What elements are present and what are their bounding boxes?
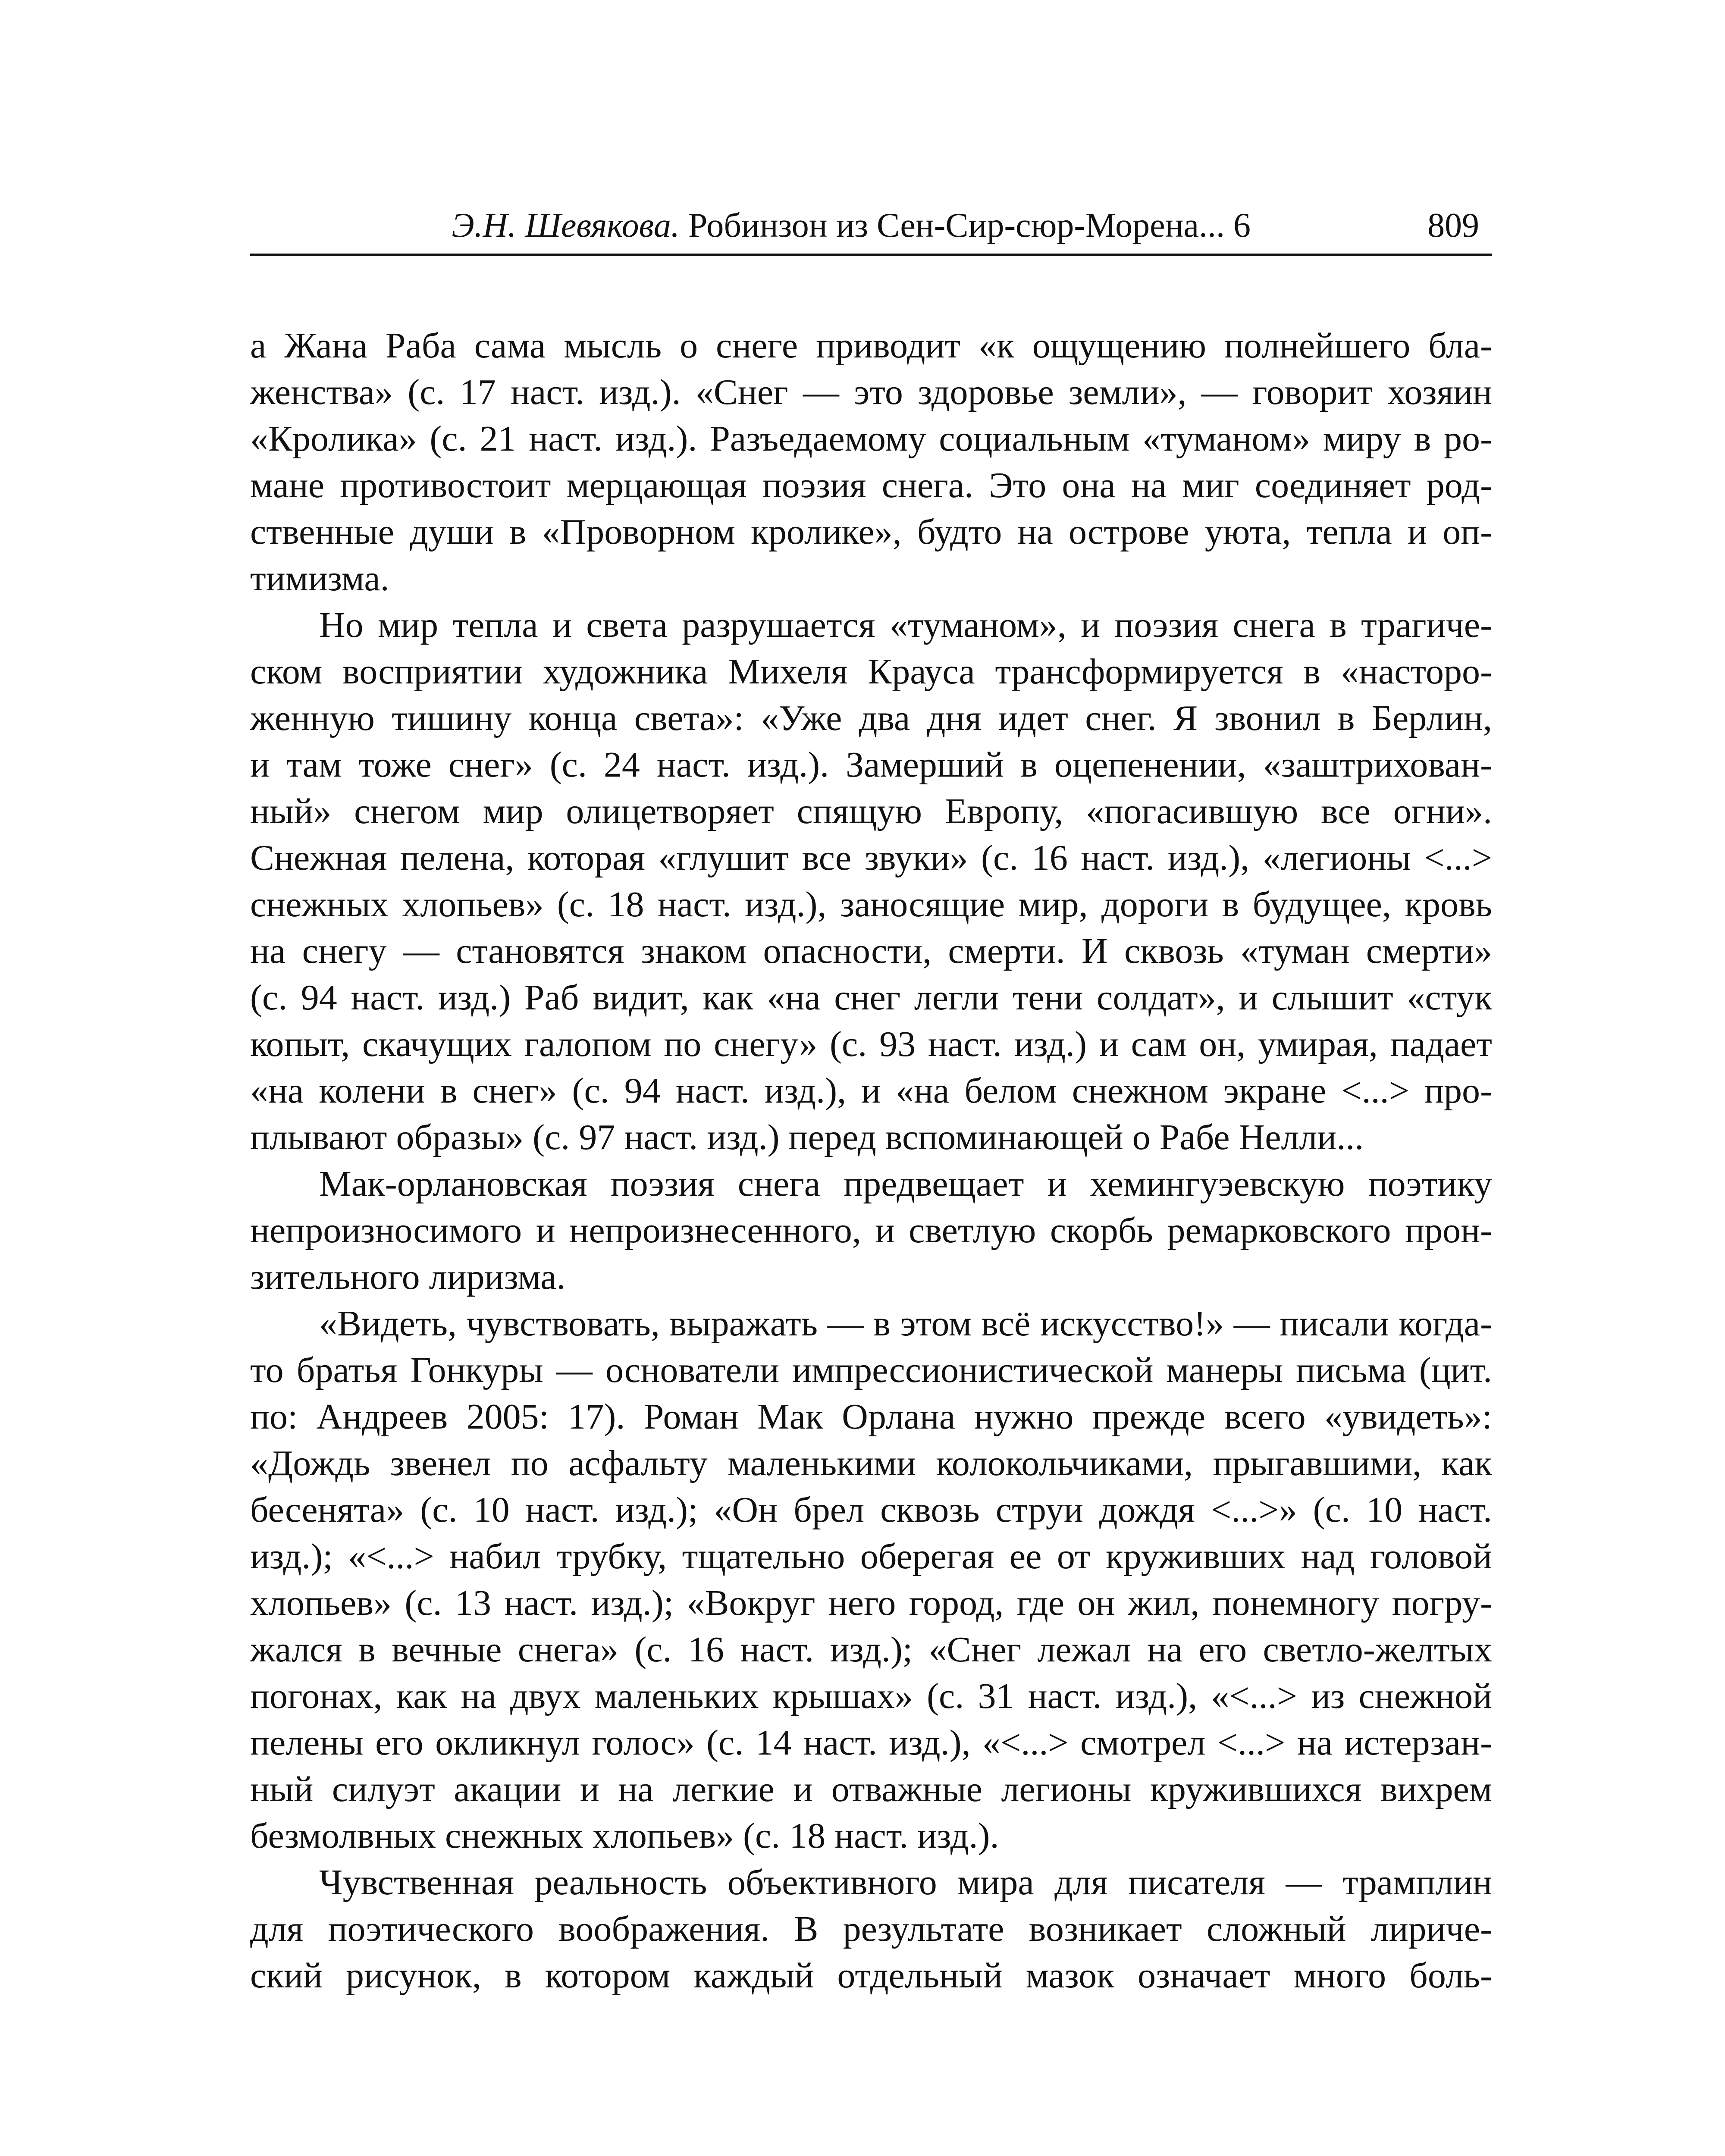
header-author: Э.Н. Шевякова. xyxy=(452,207,680,244)
text-line: непроизносимого и непроизнесенного, и светлую скорбь ремарковского прон- xyxy=(250,1210,1492,1250)
text-line: ском восприятии художника Михеля Крауса трансформируется в «насторо- xyxy=(250,652,1492,692)
text-line: «Видеть, чувствовать, выражать — в этом всё искусство!» — писали когда- xyxy=(319,1304,1492,1344)
text-line: безмолвных снежных хлопьев» (с. 18 наст. изд.). xyxy=(250,1816,999,1856)
paragraph xyxy=(250,323,1492,602)
text-line: плывают образы» (с. 97 наст. изд.) перед вспоминающей о Рабе Нелли... xyxy=(250,1117,1364,1157)
text-line: ный силуэт акации и на легкие и отважные легионы кружившихся вихрем xyxy=(250,1769,1492,1809)
text-line: пелены его окликнул голос» (с. 14 наст. изд.), «<...> смотрел <...> на истерзан- xyxy=(250,1723,1492,1763)
text-line: тимизма. xyxy=(250,558,389,599)
text-line: зительного лиризма. xyxy=(250,1257,566,1297)
body-text xyxy=(250,323,1492,1999)
text-line: ный» снегом мир олицетворяет спящую Европу, «погасившую все огни». xyxy=(250,791,1492,831)
text-line: на снегу — становятся знаком опасности, смерти. И сквозь «туман смерти» xyxy=(250,931,1492,971)
text-line: Но мир тепла и света разрушается «туманом», и поэзия снега в трагиче- xyxy=(319,605,1492,645)
paragraph xyxy=(250,1859,1492,1999)
text-line: то братья Гонкуры — основатели импрессионистической манеры письма (цит. xyxy=(250,1350,1492,1390)
page-number: 809 xyxy=(1427,207,1479,244)
text-line: Мак-орлановская поэзия снега предвещает и хемингуэевскую поэтику xyxy=(319,1164,1492,1204)
text-line: погонах, как на двух маленьких крышах» (с. 31 наст. изд.), «<...> из снежной xyxy=(250,1676,1492,1716)
text-line: (с. 94 наст. изд.) Раб видит, как «на снег легли тени солдат», и слышит «стук xyxy=(250,978,1492,1018)
text-line: ский рисунок, в котором каждый отдельный мазок означает много боль- xyxy=(250,1955,1492,1996)
text-line: копыт, скачущих галопом по снегу» (с. 93 наст. изд.) и сам он, умирая, падает xyxy=(250,1024,1492,1064)
text-line: и там тоже снег» (с. 24 наст. изд.). Замерший в оцепенении, «заштрихован- xyxy=(250,745,1492,785)
header-rule xyxy=(250,254,1492,256)
text-line: изд.); «<...> набил трубку, тщательно оберегая ее от круживших над головой xyxy=(250,1536,1492,1576)
text-line: Чувственная реальность объективного мира для писателя — трамплин xyxy=(319,1862,1492,1902)
paragraph xyxy=(250,1300,1492,1859)
text-line: «на колени в снег» (с. 94 наст. изд.), и «на белом снежном экране <...> про- xyxy=(250,1071,1492,1111)
text-line: бесенята» (с. 10 наст. изд.); «Он брел сквозь струи дождя <...>» (с. 10 наст. xyxy=(250,1490,1492,1530)
text-line: жался в вечные снега» (с. 16 наст. изд.); «Снег лежал на его светло-желтых xyxy=(250,1630,1492,1670)
text-line: по: Андреев 2005: 17). Роман Мак Орлана нужно прежде всего «увидеть»: xyxy=(250,1397,1492,1437)
paragraph xyxy=(250,602,1492,1161)
text-line: женства» (с. 17 наст. изд.). «Снег — это здоровье земли», — говорит хозяин xyxy=(250,372,1492,412)
running-header xyxy=(250,202,1492,249)
text-line: хлопьев» (с. 13 наст. изд.); «Вокруг него город, где он жил, понемногу погру- xyxy=(250,1583,1492,1623)
text-line: а Жана Раба сама мысль о снеге приводит «к ощущению полнейшего бла- xyxy=(250,326,1492,366)
text-line: Снежная пелена, которая «глушит все звуки» (с. 16 наст. изд.), «легионы <...> xyxy=(250,838,1492,878)
text-line: «Кролика» (с. 21 наст. изд.). Разъедаемому социальным «туманом» миру в ро- xyxy=(250,419,1492,459)
text-line: «Дождь звенел по асфальту маленькими колокольчиками, прыгавшими, как xyxy=(250,1443,1492,1483)
text-line: ственные души в «Проворном кролике», будто на острове уюта, тепла и оп- xyxy=(250,512,1492,552)
text-line: женную тишину конца света»: «Уже два дня идет снег. Я звонил в Берлин, xyxy=(250,698,1492,738)
text-line: для поэтического воображения. В результате возникает сложный лириче- xyxy=(250,1909,1492,1949)
paragraph xyxy=(250,1161,1492,1300)
text-line: снежных хлопьев» (с. 18 наст. изд.), заносящие мир, дороги в будущее, кровь xyxy=(250,884,1492,924)
running-title xyxy=(452,202,1251,249)
header-title: Робинзон из Сен-Сир-сюр-Морена... 6 xyxy=(679,207,1251,244)
text-line: мане противостоит мерцающая поэзия снега. Это она на миг соединяет род- xyxy=(250,465,1492,505)
